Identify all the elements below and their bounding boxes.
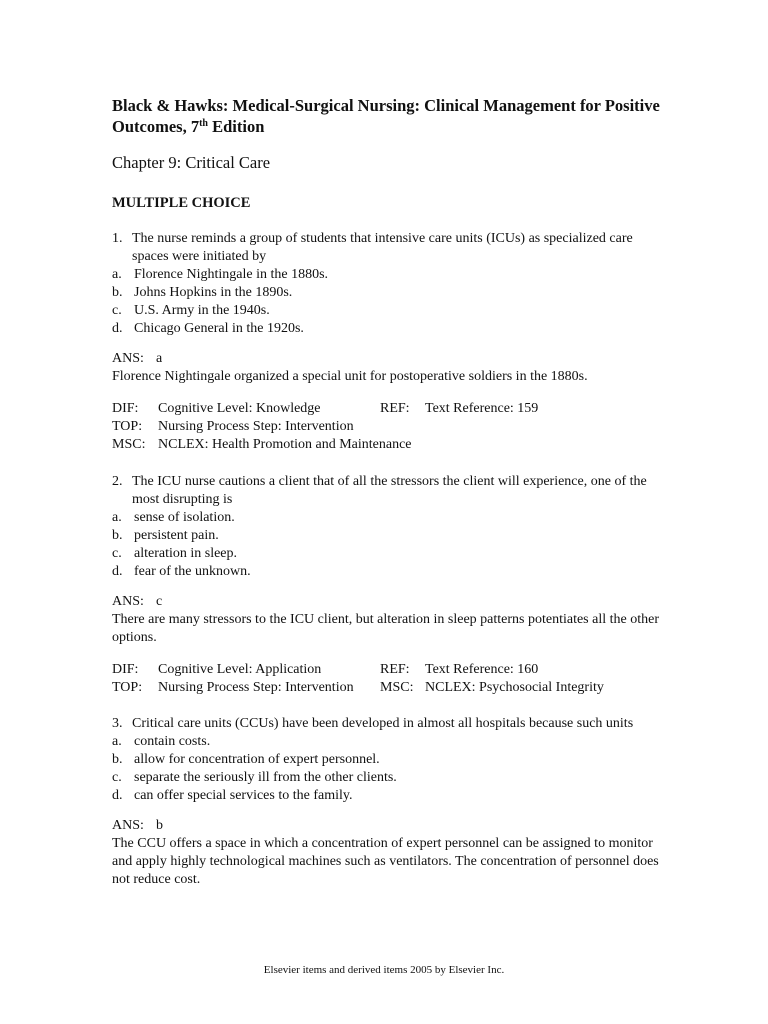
question-stem: 3. Critical care units (CCUs) have been developed in almost all hospitals because such units	[112, 716, 634, 731]
option-c: c. separate the seriously ill from the other clients.	[112, 770, 397, 785]
answer-line: ANS: a	[112, 351, 163, 366]
option-b: b. persistent pain.	[112, 528, 219, 543]
book-title: Black & Hawks: Medical-Surgical Nursing: Clinical Management for Positive Outcomes, 7th Edition	[112, 96, 660, 136]
option-b: b. allow for concentration of expert personnel.	[112, 752, 380, 767]
option-a: a. contain costs.	[112, 734, 211, 749]
rationale: Florence Nightingale organized a special unit for postoperative soldiers in the 1880s.	[112, 369, 588, 384]
question-stem: 2. The ICU nurse cautions a client that of all the stressors the client will experience, one of the most disrupting is	[112, 474, 647, 507]
rationale: The CCU offers a space in which a concentration of expert personnel can be assigned to monitor and apply highly technological machines such as ventilators. The concentration of personnel does not reduce cost.	[112, 836, 659, 887]
option-b: b. Johns Hopkins in the 1890s.	[112, 285, 293, 300]
question-stem: 1. The nurse reminds a group of students that intensive care units (ICUs) as specialized care spaces were initiated by	[112, 231, 633, 264]
option-a: a. sense of isolation.	[112, 510, 235, 525]
copyright-footer: Elsevier items and derived items 2005 by Elsevier Inc.	[263, 964, 505, 976]
option-d: d. can offer special services to the family.	[112, 788, 353, 803]
option-a: a. Florence Nightingale in the 1880s.	[112, 267, 329, 282]
answer-line: ANS: b	[112, 818, 163, 833]
chapter-heading: Chapter 9: Critical Care	[112, 153, 271, 172]
section-heading: MULTIPLE CHOICE	[112, 195, 251, 211]
rationale: There are many stressors to the ICU client, but alteration in sleep patterns potentiates all the other options.	[112, 612, 659, 645]
question-meta: DIF: Cognitive Level: Knowledge REF: Text Reference: 159 TOP: Nursing Process Step: Intervention MSC: NCLEX: Health Promotion and Maintenance	[112, 401, 539, 452]
question-1	[112, 230, 672, 454]
question-3	[112, 715, 672, 889]
option-d: d. Chicago General in the 1920s.	[112, 321, 304, 336]
option-c: c. alteration in sleep.	[112, 546, 238, 561]
question-meta: DIF: Cognitive Level: Application REF: Text Reference: 160 TOP: Nursing Process Step: Intervention MSC: NCLEX: Psychosocial Integrity	[112, 662, 604, 695]
option-d: d. fear of the unknown.	[112, 564, 251, 579]
question-2	[112, 473, 672, 697]
answer-line: ANS: c	[112, 594, 163, 609]
option-c: c. U.S. Army in the 1940s.	[112, 303, 270, 318]
